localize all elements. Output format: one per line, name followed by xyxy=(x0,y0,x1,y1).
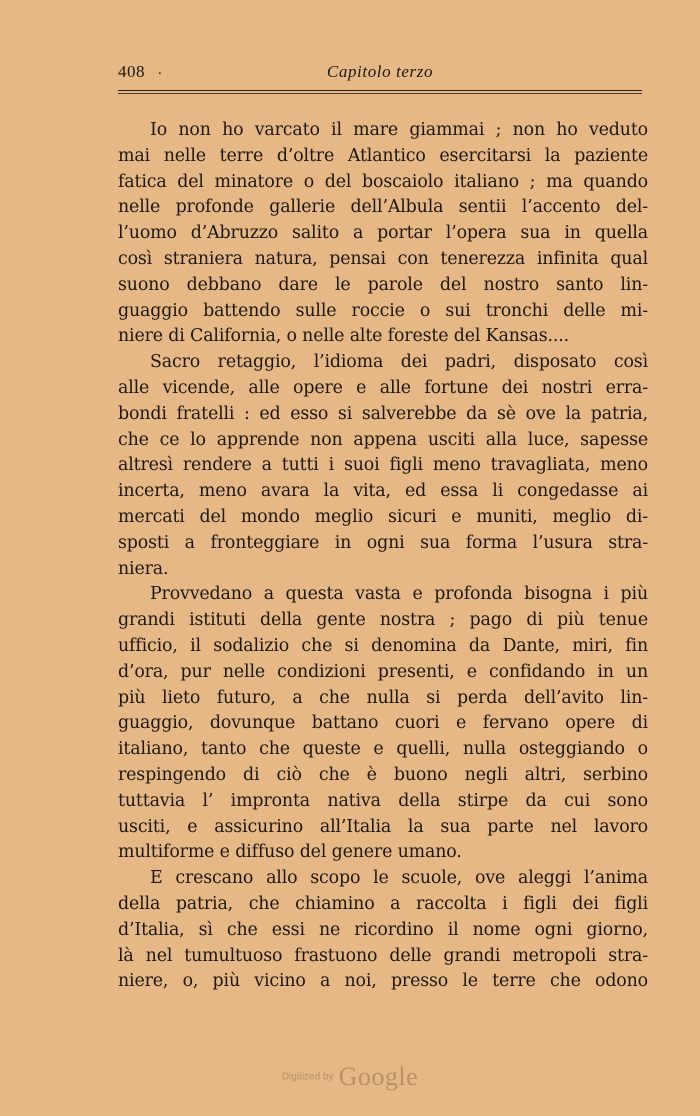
header-rule xyxy=(118,90,642,91)
text-line: grandi istituti della gente nostra ; pago di più tenue xyxy=(118,610,648,631)
text-line: sposti a fronteggiare in ogni sua forma l’usura stra- xyxy=(118,532,648,553)
text-line: mai nelle terre d’oltre Atlantico esercitarsi la paziente xyxy=(118,145,648,166)
text-line: respingendo di ciò che è buono negli altri, serbino xyxy=(118,764,648,785)
google-logo: Google xyxy=(338,1062,419,1091)
text-line: guaggio battendo sulle roccie o sui tronchi delle mi- xyxy=(118,300,648,321)
header-rule-thin xyxy=(118,93,642,94)
text-line: niere di California, o nelle alte foreste del Kansas.... xyxy=(118,326,570,347)
text-line: più lieto futuro, a che nulla si perda dell’avito lin- xyxy=(118,687,648,708)
text-line: l’uomo d’Abruzzo salito a portar l’opera sua in quella xyxy=(118,223,648,244)
text-line: nelle profonde gallerie dell’Albula sentii l’accento del- xyxy=(118,197,648,218)
text-line: guaggio, dovunque battano cuori e fervano opere di xyxy=(118,713,648,734)
text-line: tuttavia l’ impronta nativa della stirpe da cui sono xyxy=(118,790,648,811)
text-line: italiano, tanto che queste e quelli, nulla osteggiando o xyxy=(118,739,648,760)
text-line: ufficio, il sodalizio che si denomina da Dante, miri, fin xyxy=(118,635,648,656)
running-title: Capitolo terzo xyxy=(326,62,434,81)
text-line: così straniera natura, pensai con tenerezza infinita qual xyxy=(118,248,648,269)
page-number-dot: . xyxy=(158,62,162,78)
digitized-by-label: Digitized by xyxy=(281,1071,334,1083)
text-line: incerta, meno avara la vita, ed essa li congedasse ai xyxy=(118,481,648,502)
digitization-watermark xyxy=(0,1062,700,1092)
text-line: della patria, che chiamino a raccolta i figli dei figli xyxy=(118,893,648,914)
text-line: Sacro retaggio, l’idioma dei padri, disposato così xyxy=(150,352,648,373)
text-line: fatica del minatore o del boscaiolo italiano ; ma quando xyxy=(118,171,648,192)
text-line: Io non ho varcato il mare giammai ; non ho veduto xyxy=(150,120,648,140)
text-line: multiforme e diffuso del genere umano. xyxy=(118,842,462,863)
text-line: suono debbano dare le parole del nostro santo lin- xyxy=(118,274,648,295)
text-line: niere, o, più vicino a noi, presso le terre che odono xyxy=(118,971,648,992)
running-header xyxy=(118,62,642,86)
body-text xyxy=(118,118,648,995)
text-line: niera. xyxy=(118,558,169,579)
text-line: E crescano allo scopo le scuole, ove aleggi l’anima xyxy=(150,868,648,889)
text-line: che ce lo apprende non appena usciti alla luce, sapesse xyxy=(118,429,648,450)
text-line: d’ora, pur nelle condizioni presenti, e confidando in un xyxy=(118,661,648,682)
text-line: usciti, e assicurino all’Italia la sua parte nel lavoro xyxy=(118,816,648,837)
text-line: mercati del mondo meglio sicuri e muniti, meglio di- xyxy=(118,506,648,527)
text-line: d’Italia, sì che essi ne ricordino il nome ogni giorno, xyxy=(118,919,648,940)
page-number: 408 xyxy=(118,62,145,81)
text-line: Provvedano a questa vasta e profonda bisogna i più xyxy=(150,584,648,605)
text-line: alle vicende, alle opere e alle fortune dei nostri erra- xyxy=(118,377,648,398)
text-line: là nel tumultuoso frastuono delle grandi metropoli stra- xyxy=(118,945,648,966)
text-line: bondi fratelli : ed esso si salverebbe da sè ove la patria, xyxy=(118,403,648,424)
text-line: altresì rendere a tutti i suoi figli meno travagliata, meno xyxy=(118,455,648,476)
